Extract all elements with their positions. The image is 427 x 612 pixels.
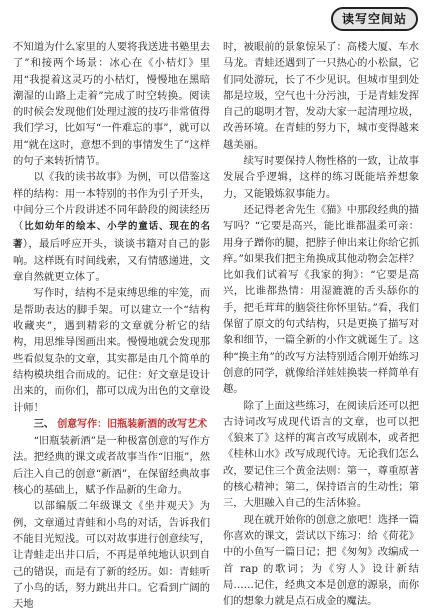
paragraph-text: ），最后呼应开头，谈谈书籍对自己的影响。这样既有时间线索，又有情感递进，文章自然就更立体了。 <box>13 237 210 284</box>
paragraph-note: 比如幼年的绘本、小学的童话、现在的名著 <box>13 221 210 250</box>
section-number: 三、 <box>33 417 55 430</box>
paragraph: 以部编版二年级课文《坐井观天》为例，文章通过青蛙和小鸟的对话，告诉我们不能目光短浅。可以对故事进行创意续写，让青蛙走出井口后，不再是单纯地认识到自己的错误，而是有了新的经历。如：青蛙听了小鸟的话，努力跳出井口。它看到广阔的天地 <box>13 500 210 611</box>
paragraph: 还记得老舍先生《猫》中那段经典的描写吗？“它要是高兴，能比谁都温柔可亲：用身子蹭你的腿，把脖子伸出来让你给它抓痒。”如果我们把主角换成其他动物会怎样？比如我们试着写《我家的狗》：“它要是高兴，比谁都热情：用湿漉漉的舌头舔你的手，把毛茸茸的脑袋往你怀里钻。”看，我们保留了原文的句式结构，只是更换了描写对象和细节，一篇全新的小作文就诞生了。这种“换主角”的改写方法特别适合刚开始练习创意的同学，就像给洋娃娃换装一样简单有趣。 <box>223 203 419 396</box>
paragraph: 不知道为什么家里的人要将我送进书塾里去了”和接两个场景：冰心在《小桔灯》里用“我提着这灵巧的小桔灯，慢慢地在黑暗潮湿的山路上走着”完成了时空转换。阅读的时候会发现他们处理过渡的技巧非常值得我们学习，比如写“一件难忘的事”，就可以用“就在这时，意想不到的事情发生了”这样的句子来转折情节。 <box>13 41 210 168</box>
paragraph: 时，被眼前的景象惊呆了：高楼大厦、车水马龙。青蛙还遇到了一只热心的小松鼠，它们同处游玩，长了不少见识。但城市里到处都是垃圾，空气也十分污浊，于是青蛙发挥自己的聪明才智，发动大家一起清理垃圾，改善环境。在青蛙的努力下，城市变得越来越美丽。 <box>223 41 419 151</box>
section-title: 创意写作：旧瓶装新酒的改写艺术 <box>57 418 208 430</box>
paragraph: 现在就开始你的创意之旅吧！选择一篇你喜欢的课文，尝试以下练习：给《荷花》中的小鱼写一篇日记；把《匆匆》改编成一首 rap 的歌词；为《穷人》设计新结局……记住，经典文本是创意的源泉，而你们的想象力就是点石成金的魔法。 <box>223 513 419 608</box>
left-column <box>13 39 210 612</box>
paragraph <box>13 169 210 285</box>
paragraph: 续写时要保持人物性格的一致，让故事发展合乎逻辑，这样的练习既能培养想象力，又能锻炼叙事能力。 <box>223 155 419 200</box>
paragraph: 写作时，结构不是束缚思维的牢笼，而是帮助表达的脚手架。可以建立一个“结构收藏夹”，遇到精彩的文章就分析它的结构，用思维导图画出来。慢慢地就会发现那些看似复杂的文章，其实都是由几个简单的结构模块组合而成的。记住：好文章是设计出来的，而你们，都可以成为出色的文章设计师！ <box>13 287 210 414</box>
paragraph: 除了上面这些练习，在阅读后还可以把古诗词改写成现代语言的文章，也可以把《狼来了》这样的寓言改写成剧本，或者把《桂林山水》改写成现代诗。无论我们怎么改，要记住三个黄金法则：第一，尊重原著的核心精神；第二，保持语言的生动性；第三，大胆融入自己的生活体验。 <box>223 399 419 510</box>
right-column <box>223 39 419 609</box>
paragraph-text: 以《我的读书故事》为例，可以借鉴这样的结构：用一本特别的书作为引子开头，中间分三个片段讲述不同年龄段的阅读经历（ <box>13 171 210 233</box>
paragraph: “旧瓶装新酒”是一种极富创意的写作方法。把经典的课文或者故事当作“旧瓶”，然后注入自己的创意“新酒”，在保留经典故事核心的基础上，赋予作品新的生命力。 <box>13 435 210 497</box>
section-badge: 读写空间站 <box>331 7 418 31</box>
section-heading <box>13 416 210 433</box>
